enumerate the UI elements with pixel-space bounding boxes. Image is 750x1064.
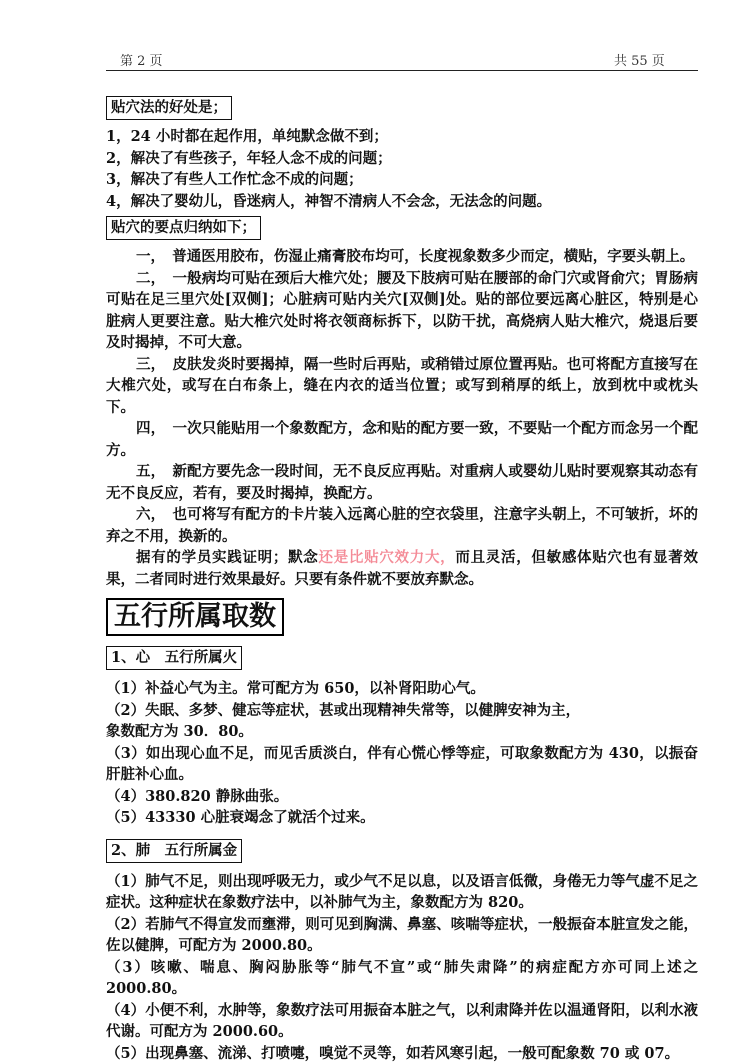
key-point-paragraph: 六， 也可将写有配方的卡片装入远离心脏的空衣袋里，注意字头朝上，不可皱折，坏的弃之不用，换新的。: [106, 504, 698, 547]
list-item: 1，24 小时都在起作用，单纯默念做不到；: [106, 126, 698, 148]
list-item: （5）出现鼻塞、流涕、打喷嚏，嗅觉不灵等，如若风寒引起，一般可配象数 70 或 07。: [106, 1043, 698, 1064]
list-item: （1）肺气不足，则出现呼吸无力，或少气不足以息，以及语言低微，身倦无力等气虚不足之症状。这种症状在象数疗法中，以补肺气为主，象数配方为 820。: [106, 871, 698, 914]
section-title-lung: 2、肺 五行所属金: [106, 839, 242, 863]
key-point-paragraph: 二， 一般病均可贴在颈后大椎穴处；腰及下肢病可贴在腰部的命门穴或肾俞穴；胃肠病可贴在足三里穴处[双侧]；心脏病可贴内关穴[双侧]处。贴的部位要远离心脏区，特别是心脏病人更要注意。贴大椎穴处时将衣领商标拆下，以防干扰，高烧病人贴大椎穴，烧退后要及时揭掉，不可大意。: [106, 268, 698, 354]
list-item: （4）小便不利，水肿等，象数疗法可用振奋本脏之气，以利肃降并佐以温通肾阳，以利水液代谢。可配方为 2000.60。: [106, 1000, 698, 1043]
watermark-overlay: 还是比贴穴效力大，: [319, 549, 456, 566]
page-body: [106, 96, 698, 1064]
key-point-paragraph: 五， 新配方要先念一段时间，无不良反应再贴。对重病人或婴幼儿贴时要观察其动态有无不良反应，若有，要及时揭掉，换配方。: [106, 461, 698, 504]
section-title-benefits: 贴穴法的好处是；: [106, 96, 232, 120]
list-item: （5）43330 心脏衰竭念了就活个过来。: [106, 807, 698, 829]
list-item: （2）失眠、多梦、健忘等症状，甚或出现精神失常等，以健脾安神为主，: [106, 700, 698, 722]
list-item: （3）咳嗽、喘息、胸闷胁胀等“肺气不宣”或“肺失肃降”的病症配方亦可同上述之 2000.80。: [106, 957, 698, 1000]
key-point-paragraph: 三， 皮肤发炎时要揭掉，隔一些时后再贴，或稍错过原位置再贴。也可将配方直接写在大椎穴处，或写在白布条上，缝在内衣的适当位置；或写到稍厚的纸上，放到枕中或枕头下。: [106, 354, 698, 419]
key-point-paragraph: 四， 一次只能贴用一个象数配方，念和贴的配方要一致，不要贴一个配方而念另一个配方。: [106, 418, 698, 461]
chapter-title: 五行所属取数: [106, 598, 284, 636]
closing-paragraph: [106, 547, 698, 590]
key-point-paragraph: 一， 普通医用胶布，伤湿止痛膏胶布均可，长度视象数多少而定，横贴，字要头朝上。: [106, 246, 698, 268]
page-number: 第 2 页: [120, 50, 163, 69]
list-item: 3，解决了有些人工作忙念不成的问题；: [106, 169, 698, 191]
list-item: （3）如出现心血不足，而见舌质淡白，伴有心慌心悸等症，可取象数配方为 430，以振奋肝脏补心血。: [106, 743, 698, 786]
list-item: （4）380.820 静脉曲张。: [106, 786, 698, 808]
total-pages: 共 55 页: [614, 50, 665, 69]
header-rule: [106, 70, 698, 71]
list-item: 2，解决了有些孩子，年轻人念不成的问题；: [106, 148, 698, 170]
closing-text-a: 据有的学员实践证明；默念: [136, 549, 319, 566]
list-item: （1）补益心气为主。常可配方为 650，以补肾阳助心气。: [106, 678, 698, 700]
section-title-heart: 1、心 五行所属火: [106, 646, 242, 670]
list-item: 象数配方为 30．80。: [106, 721, 698, 743]
closing-text-b: 而且灵活，但敏感体贴穴也有显著效果，二者同时进行效果最好。只要有条件就不要放弃默念。: [106, 549, 698, 588]
section-title-key-points: 贴穴的要点归纳如下；: [106, 216, 261, 240]
list-item: （2）若肺气不得宣发而壅滞，则可见到胸满、鼻塞、咳喘等症状，一般振奋本脏宣发之能，佐以健脾，可配方为 2000.80。: [106, 914, 698, 957]
list-item: 4，解决了婴幼儿，昏迷病人，神智不清病人不会念，无法念的问题。: [106, 191, 698, 213]
